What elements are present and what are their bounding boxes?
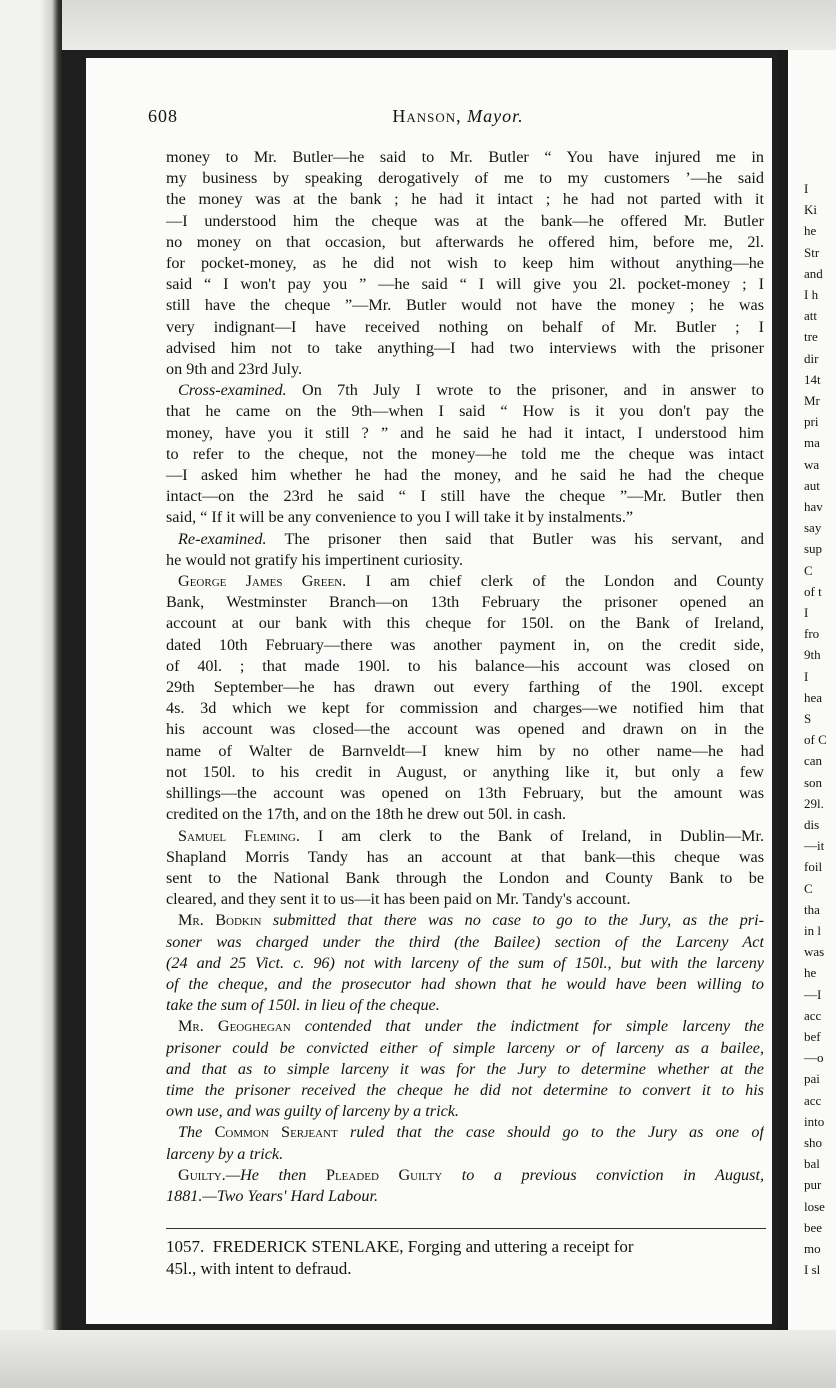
text-line: take the sum of 150l. in lieu of the cheque. bbox=[166, 996, 440, 1015]
facing-page-fragment: say bbox=[804, 520, 822, 536]
facing-page-fragment: bee bbox=[804, 1219, 823, 1235]
facing-page-fragment: C bbox=[804, 562, 813, 578]
case-entry bbox=[166, 1236, 766, 1280]
text-line: name of Walter de Barnveldt—I knew him by no other name—he had bbox=[166, 741, 764, 760]
facing-page-fragment: of C bbox=[804, 732, 827, 748]
facing-page-fragment: dir bbox=[804, 350, 819, 366]
scan-top-margin bbox=[0, 0, 836, 52]
facing-page-fragment: 29l. bbox=[804, 795, 824, 811]
green-testimony-paragraph bbox=[166, 571, 764, 825]
counsel-name: Mr. Bodkin bbox=[178, 911, 262, 930]
witness-name: George James Green. bbox=[178, 572, 347, 591]
running-title bbox=[148, 106, 768, 127]
scan-bottom-margin bbox=[0, 1330, 836, 1388]
facing-page-edge bbox=[788, 50, 836, 1332]
text-line: still have the cheque ”—Mr. Butler would not have the money ; he was bbox=[166, 296, 764, 315]
facing-page-fragment: he bbox=[804, 223, 817, 239]
text-line: money to Mr. Butler—he said to Mr. Butler “ You have injured me in bbox=[166, 148, 764, 166]
text-line: not 150l. to his credit in August, or anything like it, but only a few bbox=[166, 762, 764, 781]
document-body bbox=[166, 147, 764, 1207]
text-line: George James Green. I am chief clerk of the London and County bbox=[178, 572, 764, 591]
case-number: 1057. bbox=[166, 1237, 205, 1256]
facing-page-fragment: Ki bbox=[804, 202, 817, 218]
facing-page-fragment: acc bbox=[804, 1092, 822, 1108]
text-line: 29th September—he has drawn out every farthing of the 190l. except bbox=[166, 678, 764, 697]
text-line: cleared, and they sent it to us—it has been paid on Mr. Tandy's account. bbox=[166, 890, 631, 909]
running-title-name: Hanson, bbox=[392, 106, 462, 126]
facing-page-fragment: hea bbox=[804, 689, 823, 705]
text-line: on 9th and 23rd July. bbox=[166, 360, 303, 379]
running-title-office: Mayor. bbox=[467, 106, 524, 126]
book-spine bbox=[778, 50, 788, 1332]
facing-page-fragment: I bbox=[804, 181, 809, 196]
facing-page-fragment: Str bbox=[804, 244, 820, 260]
text-line: 4s. 3d which we kept for commission and charges—we notified him that bbox=[166, 699, 764, 718]
text-line: that he came on the 9th—when I said “ How is it you don't pay the bbox=[166, 402, 764, 421]
facing-page-fragment: acc bbox=[804, 1007, 822, 1023]
text-line: intact—on the 23rd he said “ I still have the cheque ”—Mr. Butler then bbox=[166, 487, 764, 506]
facing-page-fragment: of t bbox=[804, 583, 822, 599]
text-line: very indignant—I have received nothing on behalf of Mr. Butler ; I bbox=[166, 317, 764, 336]
facing-page-fragment: into bbox=[804, 1113, 825, 1129]
facing-page-fragment: sho bbox=[804, 1135, 823, 1150]
text-line: he would not gratify his impertinent curiosity. bbox=[166, 550, 464, 569]
text-line: soner was charged under the third (the Bailee) section of the Larceny Act bbox=[166, 932, 764, 951]
text-line: prisoner could be convicted either of simple larceny or of larceny as a bailee, bbox=[166, 1038, 764, 1057]
verdict-paragraph bbox=[166, 1165, 764, 1207]
facing-page-fragment: dis bbox=[804, 817, 820, 832]
text-line: for pocket-money, as he did not wish to keep him without anything—he bbox=[166, 254, 764, 273]
facing-page-fragment: I sl bbox=[804, 1262, 821, 1278]
text-line: Guilty.—He then Pleaded Guilty to a previous conviction in August, bbox=[178, 1165, 764, 1184]
text-line: 1881.—Two Years' Hard Labour. bbox=[166, 1186, 379, 1205]
facing-page-fragment: he bbox=[804, 965, 817, 981]
text-line: 45l., with intent to defraud. bbox=[166, 1259, 352, 1278]
facing-page-fragment: tha bbox=[804, 901, 820, 917]
verdict-label: Guilty. bbox=[178, 1165, 226, 1184]
page-number: 608 bbox=[148, 106, 178, 126]
text-line: credited on the 17th, and on the 18th he drew out 50l. in cash. bbox=[166, 805, 567, 824]
facing-page-fragment: wa bbox=[804, 456, 820, 472]
facing-page-fragment: and bbox=[804, 265, 823, 281]
plea-label: Pleaded Guilty bbox=[325, 1165, 443, 1184]
facing-page-fragment: pri bbox=[804, 414, 819, 430]
text-line: and that as to simple larceny it was for the Jury to determine whether at the bbox=[166, 1059, 764, 1078]
facing-page-fragment: mo bbox=[804, 1241, 821, 1256]
facing-page-fragment: —I bbox=[804, 986, 822, 1002]
facing-page-fragment: in l bbox=[804, 923, 821, 938]
text-line: 1057. FREDERICK STENLAKE, Forging and uttering a receipt for bbox=[166, 1237, 634, 1256]
text-line: of 40l. ; that made 190l. to his balance—his account was closed on bbox=[166, 656, 764, 675]
facing-page-fragment: S bbox=[804, 711, 812, 726]
cross-examination-paragraph bbox=[166, 380, 764, 528]
serjeant-ruling-paragraph bbox=[166, 1122, 764, 1164]
text-line: said “ I won't pay you ” —he said “ I will give you 2l. pocket-money ; I bbox=[166, 275, 764, 294]
text-line: Cross-examined. On 7th July I wrote to the prisoner, and in answer to bbox=[178, 381, 764, 400]
facing-page-fragment: att bbox=[804, 308, 817, 324]
text-line: The Common Serjeant ruled that the case should go to the Jury as one of bbox=[178, 1123, 764, 1142]
text-line: —I asked him whether he had the money, and he said he had the cheque bbox=[166, 466, 764, 485]
fleming-testimony-paragraph bbox=[166, 826, 764, 911]
cross-examined-label: Cross-examined. bbox=[178, 381, 287, 400]
book-binding bbox=[0, 0, 62, 1388]
re-examined-label: Re-examined. bbox=[178, 529, 267, 548]
re-examination-paragraph bbox=[166, 529, 764, 571]
facing-page-fragment: 14t bbox=[804, 371, 821, 387]
facing-page-fragment: sup bbox=[804, 541, 823, 557]
text-line: of the cheque, and the prosecutor had shown that he would have been willing to bbox=[166, 974, 764, 993]
text-line: to refer to the cheque, not the money—he told me the cheque was intact bbox=[166, 444, 764, 463]
facing-page-fragment: was bbox=[804, 944, 825, 960]
facing-page-fragment: fro bbox=[804, 626, 820, 642]
text-line: money, have you it still ? ” and he said he had it intact, I understood him bbox=[166, 423, 764, 442]
text-line: Mr. Bodkin submitted that there was no case to go to the Jury, as the pri- bbox=[178, 911, 764, 930]
facing-page-fragment: lose bbox=[804, 1198, 825, 1214]
facing-page-fragment: —it bbox=[804, 838, 825, 854]
testimony-paragraph bbox=[166, 147, 764, 380]
facing-page-fragment: pai bbox=[804, 1071, 820, 1087]
facing-page-fragment: pur bbox=[804, 1177, 822, 1193]
text-line: Shapland Morris Tandy has an account at that bank—this cheque was bbox=[166, 847, 764, 866]
section-rule bbox=[166, 1228, 766, 1229]
facing-page-fragment: bal bbox=[804, 1156, 820, 1172]
facing-page-fragment: 9th bbox=[804, 647, 821, 663]
text-line: dated 10th February—there was another payment in, on the credit side, bbox=[166, 635, 764, 654]
text-line: no money on that occasion, but afterwards he offered him, before me, 2l. bbox=[166, 232, 764, 251]
text-line: Mr. Geoghegan contended that under the indictment for simple larceny the bbox=[178, 1017, 764, 1036]
text-line: advised him not to take anything—I had two interviews with the prisoner bbox=[166, 338, 764, 357]
text-line: shillings—the account was opened on 13th February, but the amount was bbox=[166, 784, 764, 803]
facing-page-fragment: aut bbox=[804, 477, 820, 493]
facing-page-fragment: I bbox=[804, 605, 809, 620]
text-line: sent to the National Bank through the London and County Bank to be bbox=[166, 868, 764, 887]
geoghegan-submission-paragraph bbox=[166, 1016, 764, 1122]
text-line: —I understood him the cheque was at the bank—he offered Mr. Butler bbox=[166, 211, 764, 230]
facing-page-fragment: Mr bbox=[804, 393, 820, 408]
judge-name: Common Serjeant bbox=[214, 1123, 338, 1142]
text-line: Re-examined. The prisoner then said that Butler was his servant, and bbox=[178, 529, 764, 548]
facing-page-fragment: ma bbox=[804, 435, 820, 451]
text-line: own use, and was guilty of larceny by a trick. bbox=[166, 1102, 459, 1121]
text-line: my business by speaking derogatively of me to my customers ’—he said bbox=[166, 169, 764, 188]
counsel-name: Mr. Geoghegan bbox=[178, 1017, 291, 1036]
facing-page-fragment: tre bbox=[804, 329, 818, 345]
text-line: account at our bank with this cheque for 150l. on the Bank of Ireland, bbox=[166, 614, 764, 633]
text-line: the money was at the bank ; he had it intact ; he had not parted with it bbox=[166, 190, 764, 209]
facing-page-fragment: bef bbox=[804, 1029, 821, 1044]
text-line: said, “ If it will be any convenience to you I will take it by instalments.” bbox=[166, 508, 634, 527]
facing-page-fragment: I bbox=[804, 668, 809, 684]
defendant-name: FREDERICK STENLAKE, bbox=[212, 1237, 404, 1256]
facing-page-fragment: hav bbox=[804, 499, 823, 514]
facing-page-fragment: C bbox=[804, 880, 813, 896]
text-line: larceny by a trick. bbox=[166, 1144, 284, 1163]
running-header bbox=[148, 106, 768, 130]
text-line: Samuel Fleming. I am clerk to the Bank of Ireland, in Dublin—Mr. bbox=[178, 826, 764, 845]
facing-page-fragment: can bbox=[804, 753, 823, 769]
facing-page-fragment: foil bbox=[804, 859, 823, 875]
facing-page-fragment: —o bbox=[804, 1050, 824, 1066]
text-line: his account was closed—the account was opened and drawn on in the bbox=[166, 720, 764, 739]
text-line: time the prisoner received the cheque he did not determine to convert it to his bbox=[166, 1080, 764, 1099]
facing-page-fragment: I h bbox=[804, 287, 819, 302]
facing-page-fragment: son bbox=[804, 774, 823, 790]
bodkin-submission-paragraph bbox=[166, 910, 764, 1016]
text-line: (24 and 25 Vict. c. 96) not with larceny of the sum of 150l., but with the larceny bbox=[166, 953, 764, 972]
witness-name: Samuel Fleming. bbox=[178, 826, 300, 845]
text-line: Bank, Westminster Branch—on 13th February the prisoner opened an bbox=[166, 593, 764, 612]
